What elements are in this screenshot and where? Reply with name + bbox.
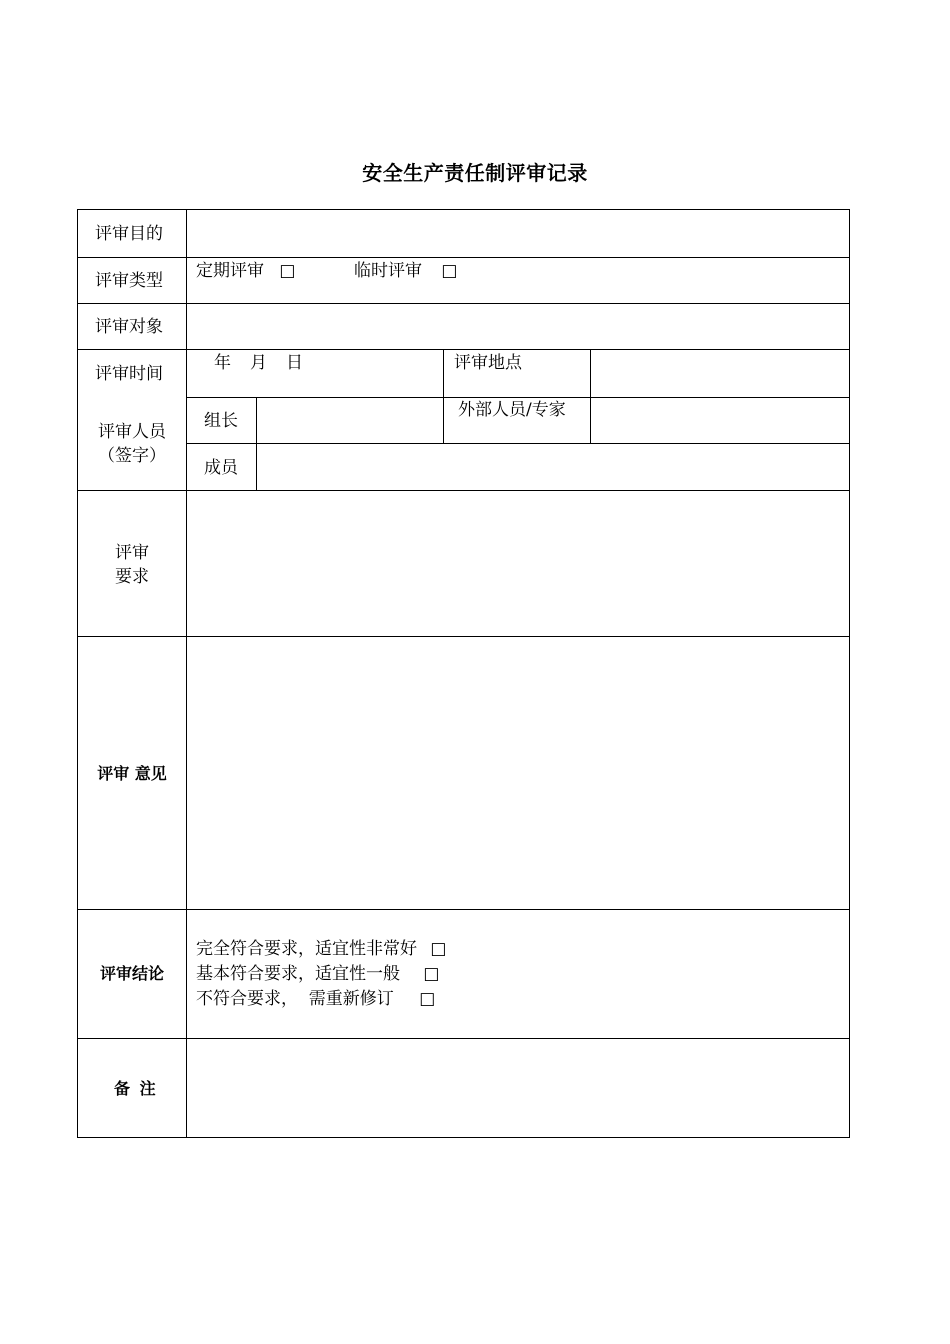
leader-label: 组长 — [204, 411, 238, 431]
conclusion-label: 评审结论 — [99, 964, 164, 983]
purpose-field[interactable] — [188, 211, 848, 256]
option-label: 临时评审 — [354, 261, 422, 281]
table-border-left — [77, 209, 78, 1138]
conclusion-option-basically-compliant[interactable] — [196, 962, 439, 986]
place-label: 评审地点 — [454, 353, 522, 373]
option-label: 定期评审 — [196, 261, 264, 281]
purpose-label: 评审目的 — [95, 224, 163, 244]
requirements-label: 评审 — [115, 543, 149, 563]
personnel-sign-label: （签字） — [98, 446, 166, 466]
external-expert-field[interactable] — [592, 399, 848, 442]
row-divider — [77, 636, 850, 637]
row-divider — [77, 303, 850, 304]
row-divider — [77, 1038, 850, 1039]
row-divider — [77, 909, 850, 910]
option-periodic-review[interactable] — [196, 259, 295, 283]
option-label: 不符合要求， 需重新修订 — [196, 989, 394, 1009]
table-border-bottom — [77, 1137, 850, 1138]
members-signature-field[interactable] — [258, 445, 848, 489]
col-divider — [443, 349, 444, 444]
checkbox[interactable]: □ — [430, 939, 447, 959]
members-label: 成员 — [204, 458, 238, 478]
requirements-field[interactable] — [188, 492, 848, 635]
option-label: 基本符合要求，适宜性一般 — [196, 964, 400, 984]
label-column-divider — [186, 209, 187, 1138]
type-label: 评审类型 — [95, 271, 163, 291]
checkbox[interactable]: □ — [423, 964, 440, 984]
requirements-label-2: 要求 — [115, 567, 149, 587]
row-divider — [77, 349, 850, 350]
date-field[interactable]: 年 月 日 — [214, 353, 304, 373]
remarks-label: 备 注 — [114, 1079, 158, 1098]
page-title: 安全生产责任制评审记录 — [362, 161, 588, 185]
opinion-label: 评审 意见 — [97, 764, 167, 783]
col-divider — [590, 349, 591, 444]
conclusion-option-non-compliant[interactable] — [196, 987, 435, 1011]
row-divider — [77, 257, 850, 258]
leader-signature-field[interactable] — [258, 399, 442, 442]
checkbox[interactable]: □ — [441, 261, 458, 281]
checkbox[interactable]: □ — [279, 261, 296, 281]
option-adhoc-review[interactable] — [354, 259, 457, 283]
opinion-field[interactable] — [188, 638, 848, 908]
external-expert-label: 外部人员/专家 — [458, 400, 566, 420]
col-divider — [256, 397, 257, 491]
table-border-top — [77, 209, 850, 210]
object-field[interactable] — [188, 305, 848, 348]
table-border-right — [849, 209, 850, 1138]
object-label: 评审对象 — [95, 317, 163, 337]
conclusion-option-fully-compliant[interactable] — [196, 937, 446, 961]
checkbox[interactable]: □ — [419, 989, 436, 1009]
remarks-field[interactable] — [188, 1040, 848, 1136]
option-label: 完全符合要求，适宜性非常好 — [196, 939, 417, 959]
personnel-label: 评审人员 — [98, 422, 166, 442]
place-field[interactable] — [592, 351, 848, 396]
time-label: 评审时间 — [95, 364, 163, 384]
row-divider — [186, 443, 850, 444]
row-divider — [77, 490, 850, 491]
